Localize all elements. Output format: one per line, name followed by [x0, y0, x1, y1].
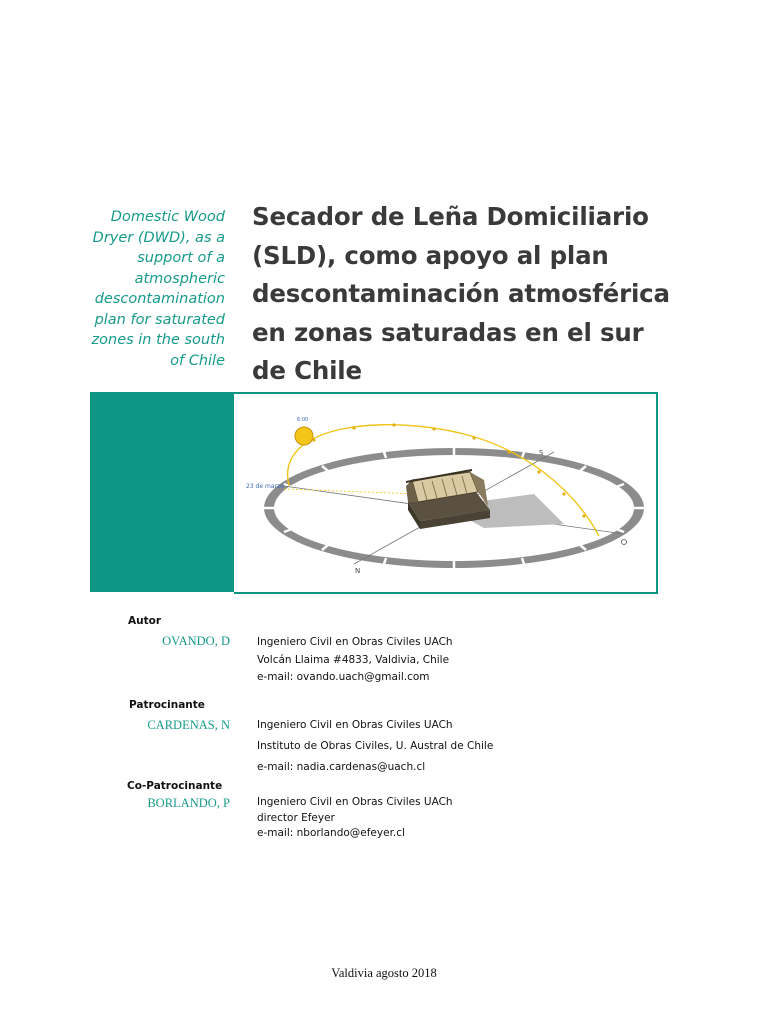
cosponsor-line-2: director Efeyer	[257, 812, 335, 824]
cosponsor-line-1: Ingeniero Civil en Obras Civiles UACh	[257, 796, 453, 808]
sponsor-email: e-mail: nadia.cardenas@uach.cl	[257, 761, 426, 773]
author-email: e-mail: ovando.uach@gmail.com	[257, 671, 430, 683]
sun-path-diagram	[234, 394, 656, 592]
footer-place-date: Valdivia agosto 2018	[331, 966, 437, 980]
english-subtitle: Domestic Wood Dryer (DWD), as a support of a atmospheric descontamination plan for saturated zones in the south of Chile	[91, 209, 225, 369]
sun-path-figure	[234, 392, 658, 594]
role-label-cosponsor: Co-Patrocinante	[127, 780, 223, 792]
time-label: 6:00	[297, 417, 309, 423]
date-label: 23 de marzo	[246, 483, 284, 490]
person-name-author: OVANDO, D	[162, 634, 230, 648]
author-line-2: Volcán Llaima #4833, Valdivia, Chile	[257, 654, 450, 666]
south-label: S	[539, 449, 544, 457]
role-label-author: Autor	[128, 615, 162, 627]
sun-icon	[295, 427, 313, 445]
cosponsor-email: e-mail: nborlando@efeyer.cl	[257, 827, 405, 839]
person-name-cosponsor: BORLANDO, P	[147, 796, 230, 810]
author-line-1: Ingeniero Civil en Obras Civiles UACh	[257, 636, 453, 648]
teal-accent-block	[90, 392, 235, 592]
sunset-marker	[622, 540, 627, 545]
person-name-sponsor: CARDENAS, N	[147, 718, 230, 732]
north-label: N	[355, 567, 361, 575]
sponsor-line-1: Ingeniero Civil en Obras Civiles UACh	[257, 719, 453, 731]
sponsor-line-2: Instituto de Obras Civiles, U. Austral de Chile	[257, 740, 494, 752]
document-title: Secador de Leña Domiciliario (SLD), como apoyo al plan descontaminación atmosférica en zonas saturadas en el sur de Chile	[252, 202, 670, 385]
role-label-sponsor: Patrocinante	[129, 699, 205, 711]
